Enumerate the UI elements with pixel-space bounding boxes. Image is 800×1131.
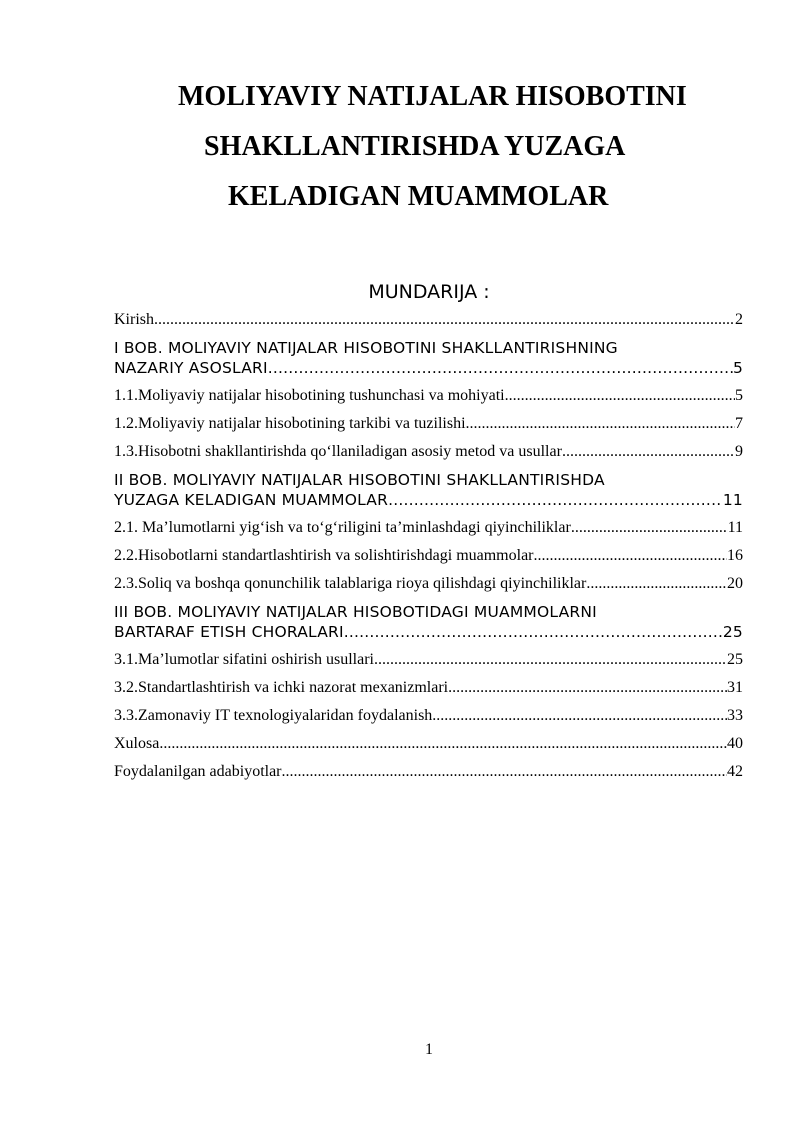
toc-entry-2-2[interactable]	[114, 546, 743, 566]
toc-chapter-line-1: III BOB. MOLIYAVIY NATIJALAR HISOBOTIDAGI MUAMMOLARNI	[114, 603, 597, 621]
dot-leader	[534, 546, 728, 566]
dot-leader	[374, 650, 727, 670]
document-title	[0, 72, 800, 222]
toc-entry-page: 5	[732, 359, 743, 377]
dot-leader	[154, 310, 735, 330]
toc-entry-page: 7	[735, 415, 743, 432]
toc-chapter-line-2: NAZARIY ASOSLARI	[114, 359, 268, 377]
toc-entry-label: 2.2.Hisobotlarni standartlashtirish va solishtirishdagi muammolar	[114, 547, 534, 564]
toc-entry-1-1[interactable]	[114, 386, 743, 406]
toc-entry-page: 33	[727, 707, 743, 724]
toc-chapter-line-1: I BOB. MOLIYAVIY NATIJALAR HISOBOTINI SHAKLLANTIRISHNING	[114, 339, 618, 357]
toc-entry-3-1[interactable]	[114, 650, 743, 670]
toc-entry-3-2[interactable]	[114, 678, 743, 698]
dot-leader	[268, 358, 733, 378]
toc-entry-label: Kirish	[114, 311, 154, 328]
toc-entry-1-2[interactable]	[114, 414, 743, 434]
toc-entry-page: 16	[727, 547, 743, 564]
dot-leader	[159, 734, 727, 754]
page-number: 1	[425, 1041, 433, 1058]
dot-leader	[562, 442, 735, 462]
dot-leader	[448, 678, 727, 698]
toc-entry-chapter-3[interactable]	[114, 602, 743, 642]
title-line-3: KELADIGAN MUAMMOLAR	[228, 181, 609, 212]
toc-entry-label: 3.1.Ma’lumotlar sifatini oshirish usullari	[114, 651, 374, 668]
toc-chapter-line-2: YUZAGA KELADIGAN MUAMMOLAR	[114, 491, 389, 509]
toc-entry-chapter-2[interactable]	[114, 470, 743, 510]
toc-entry-page: 25	[727, 651, 743, 668]
toc-entry-2-1[interactable]	[114, 518, 743, 538]
dot-leader	[586, 574, 727, 594]
dot-leader	[282, 762, 727, 782]
toc-entry-page: 40	[727, 735, 743, 752]
toc-entry-label: 1.3.Hisobotni shakllantirishda qo‘llaniladigan asosiy metod va usullar	[114, 443, 562, 460]
toc-entry-page: 31	[727, 679, 743, 696]
toc-entry-label: 3.2.Standartlashtirish va ichki nazorat mexanizmlari	[114, 679, 449, 696]
toc-entry-page: 5	[735, 387, 743, 404]
table-of-contents	[114, 310, 743, 790]
toc-entry-page: 20	[727, 575, 743, 592]
dot-leader	[344, 622, 723, 642]
toc-entry-label: Xulosa	[114, 735, 160, 752]
toc-entry-page: 9	[735, 443, 743, 460]
toc-entry-page: 11	[727, 519, 743, 536]
toc-entry-label: 2.3.Soliq va boshqa qonunchilik talablariga rioya qilishdagi qiyinchiliklar	[114, 575, 587, 592]
dot-leader	[388, 490, 723, 510]
toc-heading: MUNDARIJA :	[368, 281, 490, 303]
toc-entry-page: 2	[735, 311, 743, 328]
title-line-1: MOLIYAVIY NATIJALAR HISOBOTINI	[178, 81, 687, 112]
toc-entry-label: 2.1. Ma’lumotlarni yig‘ish va to‘g‘riligini ta’minlashdagi qiyinchiliklar	[114, 519, 571, 536]
toc-entry-1-3[interactable]	[114, 442, 743, 462]
toc-chapter-line-1: II BOB. MOLIYAVIY NATIJALAR HISOBOTINI SHAKLLANTIRISHDA	[114, 471, 605, 489]
toc-entry-chapter-1[interactable]	[114, 338, 743, 378]
toc-entry-page: 25	[722, 623, 743, 641]
toc-entry-label: 1.1.Moliyaviy natijalar hisobotining tushunchasi va mohiyati	[114, 387, 505, 404]
toc-entry-label: 1.2.Moliyaviy natijalar hisobotining tarkibi va tuzilishi	[114, 415, 466, 432]
toc-entry-adabiyotlar[interactable]	[114, 762, 743, 782]
dot-leader	[571, 518, 728, 538]
dot-leader	[466, 414, 735, 434]
dot-leader	[432, 706, 727, 726]
toc-entry-label: Foydalanilgan adabiyotlar	[114, 763, 282, 780]
toc-entry-3-3[interactable]	[114, 706, 743, 726]
toc-entry-kirish[interactable]	[114, 310, 743, 330]
toc-entry-page: 11	[722, 491, 743, 509]
dot-leader	[505, 386, 735, 406]
toc-entry-2-3[interactable]	[114, 574, 743, 594]
toc-chapter-line-2: BARTARAF ETISH CHORALARI	[114, 623, 344, 641]
toc-entry-xulosa[interactable]	[114, 734, 743, 754]
toc-entry-page: 42	[727, 763, 743, 780]
title-line-2: SHAKLLANTIRISHDA YUZAGA	[204, 131, 626, 162]
toc-entry-label: 3.3.Zamonaviy IT texnologiyalaridan foydalanish	[114, 707, 433, 724]
